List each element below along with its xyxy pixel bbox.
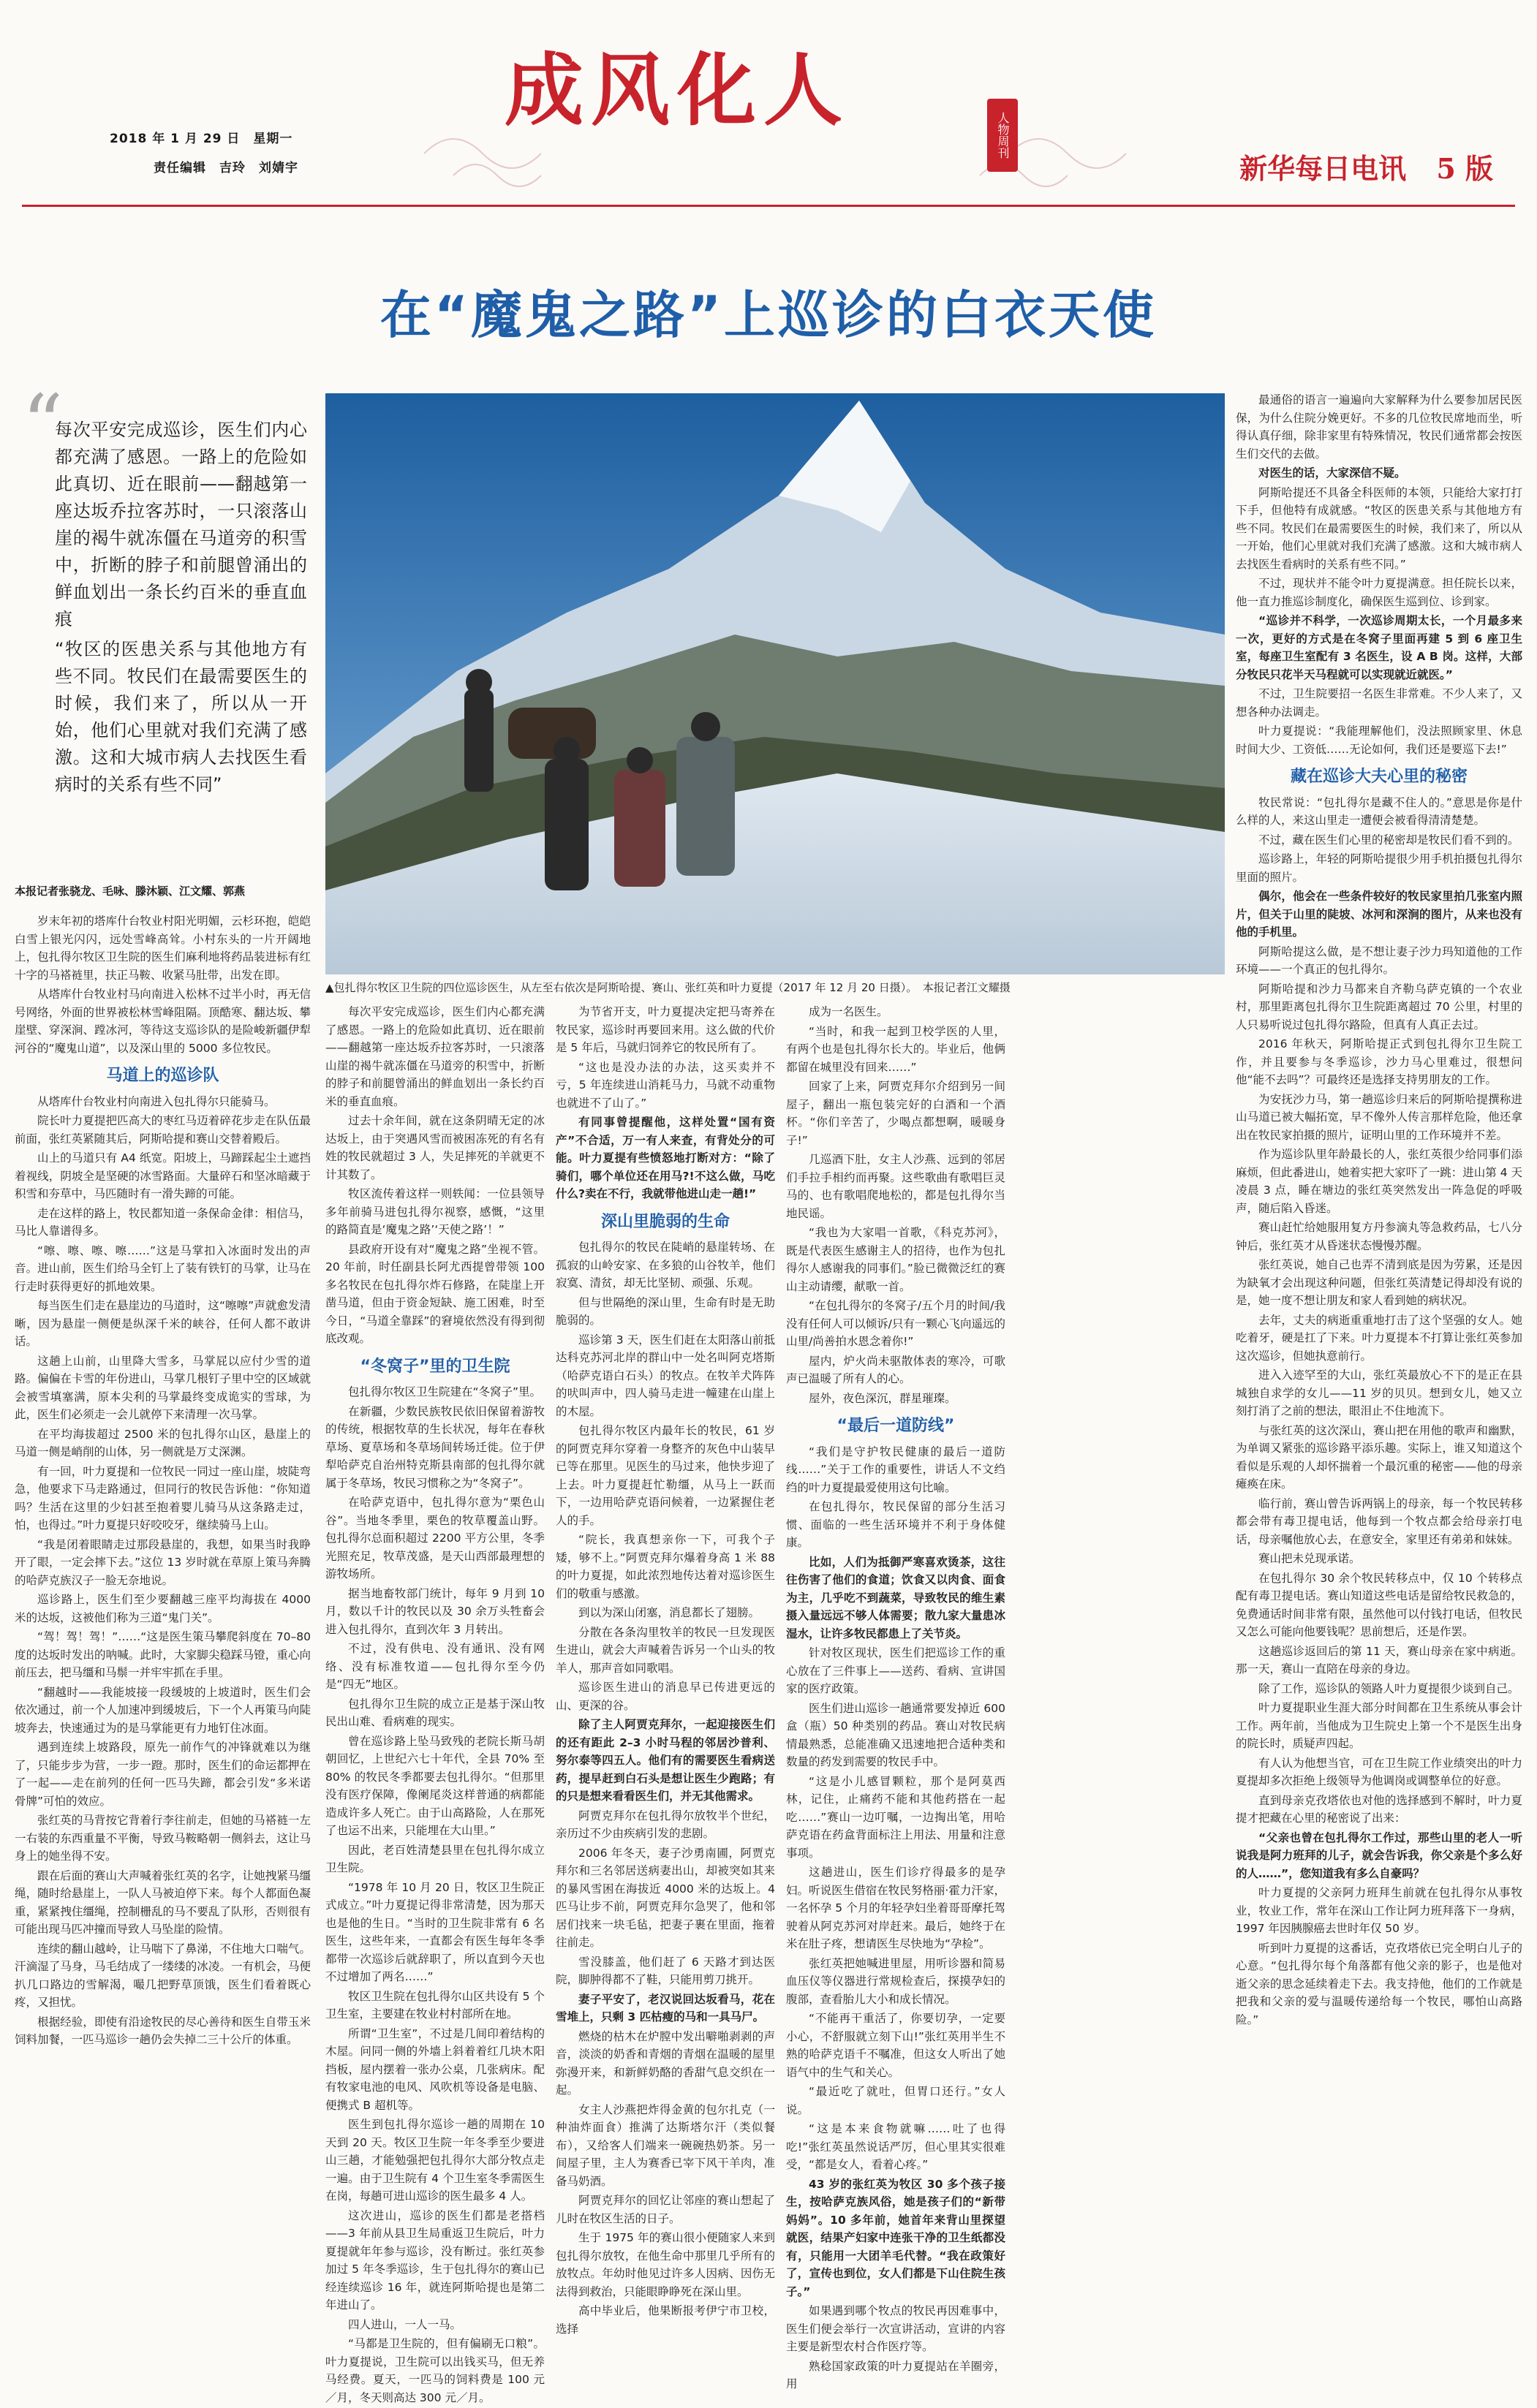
col4-p10: 在包扎得尔，牧民保留的部分生活习惯、面临的一些生活环境并不利于身体健康。 (786, 1500, 1005, 1549)
col3-p8: “院长，我真想亲你一下，可我个子矮，够不上。”阿贾克拜尔爆着身高 1 米 88 的叶力夏提，如此浓烈地传达着对巡诊医生们的敬重与感激。 (556, 1533, 775, 1600)
col4-p5: “我也为大家唱一首歌，《科克苏河》，既是代表医生感谢主人的招待，也作为包扎得尔人感谢我的同事们。”脸已微微泛红的赛山主动请缨，献歌一首。 (786, 1226, 1005, 1293)
col1-p15: “翻越时——我能坡接一段缓坡的上坡道时，医生们会依次通过，前一个人加速冲到缓坡后，下一个人再策马向陡坡奔去，快速通过为的是马掌能更有力地钉住冰面。 (15, 1685, 311, 1735)
col2-p4: 县政府开设有对“魔鬼之路”坐视不管。20 年前，时任副县长阿尤西提曾带领 100 多名牧民在包扎得尔炸石修路，在陡崖上开凿马道，但由于资金短缺、施工困难，时至今日，“马道全靠踩”的窘境依然没有得到彻底改观。 (325, 1242, 545, 1345)
col5-p17: 赛山赶忙给她服用复方丹参滴丸等急救药品，七八分钟后，张红英才从昏迷状态慢慢苏醒。 (1236, 1221, 1522, 1252)
col2-p19: “马都是卫生院的，但有偏刷无口粮”。叶力夏提说，卫生院可以出钱买马，但无养马经费。夏天，一匹马的饲料费是 100 元／月，冬天则高达 300 元／月。 (325, 2337, 545, 2404)
col2-p10: 包扎得尔卫生院的成立正是基于深山牧民出山难、看病难的现实。 (325, 1697, 545, 1728)
subhead-horse-trail: 马道上的巡诊队 (106, 1067, 219, 1085)
column-1 (15, 912, 311, 2051)
col5-p18: 张红英说，她自己也弄不清到底是因为劳累，还是因为缺氧才会出现这种问题，但张红英清楚记得却没有说的是，她一度不想让朋友和家人看到她的病状况。 (1236, 1258, 1522, 1307)
brand-name: 新华每日电讯 (1239, 152, 1407, 185)
col1-p19: 连续的翻山越岭，让马喘下了鼻涕，不住地大口喘气。汗滴湿了马身，马毛结成了一缕缕的冰凌。一有机会，马便扒几口路边的雪解渴，嘬几把野草顶饿，医生们看着既心疼，又担忧。 (15, 1942, 311, 2009)
col4-p4: 几巡酒下肚，女主人沙燕、远到的邻居们手拉手相约而再聚。这些歌曲有歌唱巨灵马的、也有歌唱爬地松的，都是包扎得尔当地民谣。 (786, 1153, 1005, 1220)
col5-p29: 直到母亲克孜塔依也对他的选择感到不解时，叶力夏提才把藏在心里的秘密说了出来： (1236, 1793, 1522, 1825)
pull-quote (55, 417, 307, 801)
col5-p20: 进入入迹罕至的大山，张红英最放心不下的是正在县城独自求学的女儿——11 岁的贝贝。想到女儿，她又立刻打消了之前的想法，眼泪止不住地流下。 (1236, 1368, 1522, 1417)
col5-p26: 除了工作，巡诊队的领路人叶力夏提很少谈到自己。 (1258, 1681, 1519, 1695)
col5-p32: 听到叶力夏提的这番话，克孜塔依已完全明白儿子的心意。“包扎得尔每个角落都有他父亲的影子，也是他对逝父亲的思念延续着走下去。我支持他，他们的工作就是把我和父亲的爱与温暖传递给每一个牧民，哪怕山高路险。” (1236, 1941, 1522, 2026)
col2-p5: 包扎得尔牧区卫生院建在“冬窝子”里。 (348, 1385, 542, 1398)
col5-p13: 阿斯哈提和沙力马都来自齐勒乌萨克镇的一个农业村，那里距离包扎得尔卫生院距离超过 70 公里，村里的人只易听说过包扎得尔路险，但真有人真正去过。 (1236, 982, 1522, 1031)
col1-p10: 在平均海拔超过 2500 米的包扎得尔山区，悬崖上的马道一侧是峭削的山体，另一侧就是万丈深渊。 (15, 1427, 311, 1458)
col3-p6: 巡诊第 3 天，医生们赶在太阳落山前抵达科克苏河北岸的群山中一处名叫阿克塔斯（哈萨克语白石头）的牧点。在牧羊犬阵阵的吠叫声中，四人骑马走进一幢建在山崖上的木屋。 (556, 1333, 775, 1418)
photo-doctors-mountain (325, 393, 1225, 974)
col5-p30: “父亲也曾在包扎得尔工作过，那些山里的老人一听说我是阿力班拜的儿子，就会告诉我，你父亲是个多么好的人……”，您知道我有多么自豪吗？ (1236, 1830, 1522, 1880)
col3-p9: 到以为深山闭塞，消息都长了翅膀。 (578, 1606, 760, 1619)
col2-p11: 曾在巡诊路上坠马致残的老院长斯马胡朝回忆，上世纪六七十年代，全县 70% 至 80% 的牧民冬季都要去包扎得尔。“但那里没有医疗保障，像阑尾炎这样普通的病都能造成许多人死亡。由于山高路险，人在那死了也运不出来，只能埋在大山里。” (325, 1734, 545, 1837)
col3-p5: 但与世隔绝的深山里，生命有时是无助脆弱的。 (556, 1295, 775, 1327)
col2-p15: 所谓“卫生室”，不过是几间印着结构的木屋。问同一侧的外墙上斜着着红几块木阳挡板，屋内摆着一张办公桌，几张病床。配有牧家电池的电风、风吹机等设备是电脑、便携式 B 超机等。 (325, 2026, 545, 2112)
quote-mark-icon: “ (22, 377, 64, 471)
editors: 责任编辑 吉玲 刘婧宇 (154, 161, 298, 175)
col4-p8: 屋外，夜色深沉，群星璀璨。 (809, 1391, 956, 1405)
col4-p2: “当时，和我一起到卫校学医的人里，有两个也是包扎得尔长大的。毕业后，他俩都留在城里没有回来……” (786, 1024, 1005, 1074)
issue-date: 2018 年 1 月 29 日 星期一 (110, 132, 293, 146)
col5-p10: 巡诊路上，年轻的阿斯哈提很少用手机拍摄包扎得尔里面的照片。 (1236, 852, 1522, 884)
col4-p15: 这趟进山，医生们诊疗得最多的是孕妇。听说医生借宿在牧民努格丽·霍力汗家，一名怀孕 5 个月的年轻孕妇坐着哥哥摩托驾驶着从阿克苏河对岸赶来。最后，她终于在米在肚子疼，想请医生尽快地为“孕检”。 (786, 1866, 1005, 1950)
col3-p3: 有同事曾提醒他，这样处置“国有资产”不合适，万一有人来查，有背处分的可能。叶力夏提有些愤怒地打断对方：“除了骑们，哪个单位还在用马?!不这么做，马吃什么?卖在不行，我就带他进山走一趟!” (556, 1116, 775, 1200)
col5-p16: 作为巡诊队里年龄最长的人，张红英很少给同事们添麻烦，但此番进山，她着实把大家吓了一跳：进山第 4 天凌晨 3 点，睡在塘边的张红英突然发出一阵急促的呼吸声，随后陷入昏迷。 (1236, 1148, 1522, 1215)
col5-p5: “巡诊并不科学，一次巡诊周期太长，一个月最多来一次，更好的方式是在冬窝子里面再建 5 到 6 座卫生室，每座卫生室配有 3 名医生，设 A B 岗。这样，大部分牧民只花半天马程就可以实现就近就医。” (1236, 614, 1522, 681)
col2-p14: 牧区卫生院在包扎得尔山区共设有 5 个卫生室，主要建在牧业村村部所在地。 (325, 1989, 545, 2021)
col5-p27: 叶力夏提职业生涯大部分时间都在卫生系统从事会计工作。两年前，当他成为卫生院史上第一个不是医生出身的院长时，质疑声四起。 (1236, 1701, 1522, 1750)
column-3 (556, 1003, 775, 2339)
col5-p1: 最通俗的语言一遍遍向大家解释为什么要参加居民医保，为什么住院分娩更好。不多的几位牧民席地而坐，听得认真仔细，除非家里有特殊情况，牧民们通常都会按医生们交代的去做。 (1236, 393, 1522, 461)
col1-p20: 根据经验，即使有沿途牧民的尽心善待和医生自带玉米饲料加餐，一匹马巡诊一趟仍会失掉二三十公斤的体重。 (15, 2015, 311, 2046)
column-2 (325, 1003, 545, 2408)
col5-p22: 临行前，赛山曾告诉两锅上的母亲，每一个牧民转移都会带有毒卫提电话，他每到一个牧点都会给母亲打电话，母亲嘱他放心去，在意安全，家里还有弟弟和妹妹。 (1236, 1496, 1522, 1546)
col5-p4: 不过，现状并不能令叶力夏提满意。担任院长以来，他一直力推巡诊制度化，确保医生巡到位、诊到家。 (1236, 577, 1522, 608)
col1-p16: 遇到连续上坡路段，原先一前作气的冲锋就难以为继了，只能步步为营，一步一蹬。那时，医生们的命运都押在了一起——走在前列的任何一匹马失蹄，都会引发“多米诺骨牌”可怕的效应。 (15, 1741, 311, 1808)
col1-p5: 山上的马道只有 A4 纸宽。阳坡上，马蹄踩起尘土遮挡着视线，阴坡全是坚硬的冰雪路面。大量碎石和坚冰暗藏于积雪和夯草中，马匹随时有一滑失蹄的可能。 (15, 1151, 311, 1200)
photo-caption: ▲包扎得尔牧区卫生院的四位巡诊医生，从左至右依次是阿斯哈提、赛山、张红英和叶力夏提（2017 年 12 月 20 日摄）。 本报记者江文耀摄 (325, 981, 1011, 994)
col4-p3: 回家了上来，阿贾克拜尔介绍到另一间屋子，翻出一瓶包装完好的白酒和一个酒杯。“你们辛苦了，少喝点都想啊，暖暖身子!” (786, 1080, 1005, 1147)
col2-p16: 医生到包扎得尔巡诊一趟的周期在 10 天到 20 天。牧区卫生院一年冬季至少要进山三趟，才能勉强把包扎得尔大部分牧点走一遍。由于卫生院有 4 个卫生室冬季需医生在岗，每趟可进山巡诊的医生最多 4 人。 (325, 2118, 545, 2203)
col2-p1: 每次平安完成巡诊，医生们内心都充满了感恩。一路上的危险如此真切、近在眼前——翻越第一座达坂乔拉客苏时，一只滚落山崖的褐牛就冻僵在马道旁的积雪中，折断的脖子和前腿曾涌出的鲜血划出一条长约百米的垂直血痕。 (325, 1005, 545, 1108)
col4-p16: 张红英把她喊进里屋，用听诊器和简易血压仪等仪器进行常规检查后，探摸孕妇的腹部，查看胎儿大小和成长情况。 (786, 1956, 1005, 2006)
col2-p3: 牧区流传着这样一则轶闻：一位县领导多年前骑马进包扎得尔视察，感慨，“这里的路简直是‘魔鬼之路’‘天使之路’！” (325, 1187, 545, 1236)
col4-p20: 43 岁的张红英为牧区 30 多个孩子接生，按哈萨克族风俗，她是孩子们的“新带妈妈”。10 多年前，她首年来背山里探望就医，结果产妇家中连张干净的卫生纸都没有，只能用一大团羊毛代替。“我在政策好了，宣传也到位，女人们都是下山住院生孩子。” (786, 2177, 1005, 2298)
column-name: 成风化人 (505, 45, 850, 137)
brand-line (1239, 146, 1493, 186)
col5-p8: 牧民常说：“包扎得尔是藏不住人的。”意思是你是什么样的人，来这山里走一遭便会被看得清清楚楚。 (1236, 795, 1522, 827)
col1-p7: “嚓、嚓、嚓、嚓……”这是马掌扣入冰面时发出的声音。进山前，医生们给马全钉上了装有铁钉的马掌，让马在行走时获得更好的抓地效果。 (15, 1243, 311, 1293)
col5-p25: 这趟巡诊返回后的第 11 天，赛山母亲在家中病逝。那一天，赛山一直陪在母亲的身边。 (1236, 1644, 1522, 1676)
col2-p9: 不过，没有供电、没有通讯、没有网络、没有标准牧道——包扎得尔至今仍是“四无”地区。 (325, 1642, 545, 1691)
subhead-winter-clinic: “冬窝子”里的卫生院 (360, 1357, 510, 1376)
col3-p12: 除了主人阿贾克拜尔，一起迎接医生们的还有距此 2–3 小时马程的邻居沙普利、努尔泰等四五人。他们有的需要医生看病送药，提早赶到白石头是想让医生少跑路；有的只是想来看看医生们，并无其他需求。 (556, 1718, 775, 1803)
col3-p17: 燃烧的枯木在炉膛中发出噼啪剥剥的声音，淡淡的奶香和青烟的青烟在温暖的屋里弥漫开来，和新鲜奶酪的香甜气息交织在一起。 (556, 2029, 775, 2097)
col5-p2: 对医生的话，大家深信不疑。 (1258, 466, 1406, 480)
col5-p3: 阿斯哈提还不具备全科医师的本领，只能给大家打打下手，但他特有成就感。“牧区的医患关系与其他地方有些不同。牧民们在最需要医生的时候，我们来了，所以从一开始，他们心里就对我们充满了感激。这和大城市病人去找医生看病时的关系有些不同。” (1236, 485, 1522, 571)
col2-p7: 在哈萨克语中，包扎得尔意为“栗色山谷”。当地冬季里，栗色的牧草覆盖山野。包扎得尔总面积超过 2200 平方公里，冬季光照充足，牧草茂盛，是天山西部最理想的游牧场所。 (325, 1496, 545, 1580)
col4-p11: 比如，人们为抵御严寒喜欢烫茶，这往往伤害了他们的食道；饮食又以肉食、面食为主，几乎吃不到蔬菜，导致牧民的维生素摄入量远远不够人体需要；散九家大量患冰湿水，让许多牧民都患上了关节炎。 (786, 1555, 1005, 1640)
col4-p17: “不能再干重活了，你要切孕，一定要小心，不舒服就立刻下山!”张红英用半生不熟的哈萨克语千不嘱准，但这女人听出了她语气中的生气和关心。 (786, 2012, 1005, 2079)
col3-p18: 女主人沙燕把炸得金黄的包尔扎克（一种油炸面食）推满了达斯塔尔汗（类似餐布），又给客人们端来一碗碗热奶茶。另一间屋子里，主人为赛香已宰下风干羊肉，准备马奶酒。 (556, 2102, 775, 2188)
col5-p9: 不过，藏在医生们心里的秘密却是牧民们看不到的。 (1258, 833, 1519, 847)
col4-p21: 如果遇到哪个牧点的牧民再因难事中，医生们便会举行一次宣讲活动，宣讲的内容主要是新型农村合作医疗等。 (786, 2304, 1005, 2353)
col3-p21: 高中毕业后，他果断报考伊宁市卫校，选择 (556, 2304, 775, 2336)
col3-p20: 生于 1975 年的赛山很小便随家人来到包扎得尔放牧，在他生命中那里几乎所有的放牧点。年幼时他见过许多人因病、因伤无法得到救治，只能眼睁睁死在深山里。 (556, 2231, 775, 2298)
col4-p22: 熟稔国家政策的叶力夏提站在羊圈旁，用 (786, 2359, 1005, 2390)
subhead-hidden-secrets: 藏在巡诊大夫心里的秘密 (1290, 768, 1468, 786)
col3-p10: 分散在各条沟里牧羊的牧民一旦发现医生进山，就会大声喊着告诉另一个山头的牧羊人，那声音如同歌唱。 (556, 1625, 775, 1675)
col5-p12: 阿斯哈提这么做，是不想让妻子沙力玛知道他的工作环境——一个真正的包扎得尔。 (1236, 944, 1522, 976)
col3-p13: 阿贾克拜尔在包扎得尔放牧半个世纪，亲历过不少由疾病引发的悲剧。 (556, 1809, 775, 1840)
col1-p17: 张红英的马背按它背着行李往前走，但她的马褡裢一左一右装的东西重量不平衡，导致马鞍略朝一侧斜去，这让马身上的她坐得不安。 (15, 1814, 311, 1863)
col3-p11: 巡诊医生进山的消息早已传进更远的山、更深的谷。 (556, 1681, 775, 1712)
col3-p7: 包扎得尔牧区内最年长的牧民，61 岁的阿贾克拜尔穿着一身整齐的灰色中山装早已等在那里。见医生的马过来，他快步迎了上去。叶力夏提赶忙勒缰，从马上一跃而下，一边用哈萨克语问候着，一边紧握住老人的手。 (556, 1424, 775, 1527)
col3-p1: 为节省开支，叶力夏提决定把马寄养在牧民家，巡诊时再要回来用。这么做的代价是 5 年后，马就归饲养它的牧民所有了。 (556, 1005, 775, 1054)
pull-quote-p2: “牧区的医患关系与其他地方有些不同。牧民们在最需要医生的时候，我们来了，所以从一开始，他们心里就对我们充满了感激。这和大城市病人去找医生看病时的关系有些不同” (55, 639, 307, 795)
headline: 在“魔鬼之路”上巡诊的白衣天使 (379, 285, 1157, 345)
col3-p15: 雪没膝盖，他们赶了 6 天路才到达医院，脚肿得都不了鞋，只能用剪刀挑开。 (556, 1955, 775, 1986)
col1-p1: 岁末年初的塔库什台牧业村阳光明媚，云杉环抱，皑皑白雪上银光闪闪，远处雪峰高耸。小村东头的一片开阔地上，包扎得尔牧区卫生院的医生们麻利地将药品装进标有红十字的马褡裢里，扶正马鞍、收紧马肚带，出发在即。 (15, 915, 311, 982)
col5-p19: 去年，丈夫的病逝重重地打击了这个坚强的女人。她吃着牙，硬是扛了下来。叶力夏提本不打算让张红英参加这次巡诊，但她执意前行。 (1236, 1313, 1522, 1363)
col5-p6: 不过，卫生院要招一名医生非常难。不少人来了，又想各种办法调走。 (1236, 687, 1522, 719)
col3-p14: 2006 年冬天，妻子沙勇南圃，阿贾克拜尔和三名邻居送病妻出山，却被突如其来的暴风雪困在海拔近 4000 米的达坂上。4 匹马让步不前，阿贾克拜尔急哭了，他和邻居们找来一块毛毡，把妻子裹在里面，拖着往前走。 (556, 1846, 775, 1949)
col4-p14: “这是小儿感冒颗粒，那个是阿莫西林，记住，止痛药不能和其他药搭在一起吃……”赛山一边叮嘱，一边掏出笔，用哈萨克语在药盒背面标注上用法、用量和注意事项。 (786, 1774, 1005, 1860)
col1-p9: 这趟上山前，山里降大雪多，马掌屁以应付少雪的道路。偏偏在卡雪的年份进山，马掌几根钉子里中空的区域就会被雪填塞满，原本尖利的马掌最终变成诡实的雪球，为此，医生们必须走一会儿就停下来清理一次马掌。 (15, 1354, 311, 1421)
col1-p6: 走在这样的路上，牧民都知道一条保命金律：相信马，马比人靠谱得多。 (15, 1206, 311, 1238)
subhead-fragile-life: 深山里脆弱的生命 (600, 1212, 730, 1231)
col5-p24: 在包扎得尔 30 余个牧民转移点中，仅 10 个转移点配有毒卫提电话。赛山知道这些电话是留给牧民救急的，免费通话时间非常有限，虽然他可以付钱打电话，但牧民又怎么可能向他要钱呢？思前想后，还是作罢。 (1236, 1571, 1522, 1638)
col2-p8: 据当地畜牧部门统计，每年 9 月到 10 月，数以千计的牧民以及 30 余万头牲畜会进入包扎得尔，直到次年 3 月转出。 (325, 1586, 545, 1636)
col2-p12: 因此，老百姓清楚县里在包扎得尔成立卫生院。 (325, 1843, 545, 1874)
page-number: 5 版 (1436, 152, 1493, 185)
pull-quote-p1: 每次平安完成巡诊，医生们内心都充满了感恩。一路上的危险如此真切、近在眼前——翻越第一座达坂乔拉客苏时，一只滚落山崖的褐牛就冻僵在马道旁的积雪中，折断的脖子和前腿曾涌出的鲜血划出一条长约百米的垂直血痕 (55, 420, 307, 629)
top-rule (22, 205, 1515, 207)
col3-p16: 妻子平安了，老汉说回达坂看马，花在雪堆上，只剩 3 匹枯瘦的马和一具马尸。 (556, 1992, 775, 2023)
col5-p23: 赛山把未兑现承诺。 (1258, 1552, 1361, 1565)
col1-p4: 院长叶力夏提把匹高大的枣红马迈着碎花步走在队伍最前面，张红英紧随其后，阿斯哈提和赛山交替着殿后。 (15, 1114, 311, 1146)
col1-p3: 从塔库什台牧业村向南进入包扎得尔只能骑马。 (37, 1094, 276, 1108)
col2-p17: 这次进山，巡诊的医生们都是老搭档——3 年前从县卫生局重返卫生院后，叶力夏提就年年参与巡诊，没有断过。张红英参加过 5 年冬季巡诊，生于包扎得尔的赛山已经连续巡诊 16 年，就连阿斯哈提也是第二年进山了。 (325, 2208, 545, 2312)
col1-p2: 从塔库什台牧业村马向南进入松林不过半小时，再无信号网络，外面的世界被松林雪峰阻隔。顶酷寒、翻达坂、攀崖壁、穿深涧、蹚冰河，等待这支巡诊队的是险峻新疆伊犁河谷的“魔鬼山道”，以及深山里的 5000 多位牧民。 (15, 988, 311, 1055)
col2-p13: “1978 年 10 月 20 日，牧区卫生院正式成立。”叶力夏提记得非常清楚，因为那天也是他的生日。“当时的卫生院非常有 6 名医生，这些年来，一直都会有医生每年冬季都带一次巡诊后就辞职了，所以直到今天也不过增加了两名……” (325, 1880, 545, 1983)
col3-p4: 包扎得尔的牧民在陡峭的悬崖转场、在孤寂的山岭安家、在多狼的山谷牧羊，他们寂寞、清贫，却无比坚韧、顽强、乐观。 (556, 1241, 775, 1290)
col5-p28: 有人认为他想当官，可在卫生院工作业绩突出的叶力夏提却多次拒绝上级领导为他调岗或调整单位的好意。 (1236, 1756, 1522, 1787)
column-seal: 人物周刊 (987, 99, 1018, 172)
col1-p12: “我是闭着眼睛走过那段悬崖的，我想，如果当时我睁开了眼，一定会摔下去。”这位 13 岁时就在草原上策马奔腾的哈萨克族汉子一脸无奈地说。 (15, 1537, 311, 1587)
col1-p11: 有一回，叶力夏提和一位牧民一同过一座山崖，坡陡弯急，他要求下马走路通过，但同行的牧民告诉他：“你知道吗？生活在这里的少妇甚至抱着婴儿骑马从这条路走过，怕，也得过。”叶力夏提只好咬咬牙，继续骑马上山。 (15, 1464, 311, 1531)
col2-p6: 在新疆，少数民族牧民依旧保留着游牧的传统，根据牧草的生长状况，每年在春秋草场、夏草场和冬草场间转场迁徙。位于伊犁哈萨克自治州特克斯县南部的包扎得尔就属于冬草场，牧民习惯称之为“冬窝子”。 (325, 1404, 545, 1490)
col2-p2: 过去十余年间，就在这条阴晴无定的冰达坂上，由于突遇风雪而被困冻死的有名有姓的牧民就超过 3 人，失足摔死的羊就更不计其数了。 (325, 1114, 545, 1181)
column-5 (1236, 391, 1522, 2030)
col1-p18: 跟在后面的赛山大声喊着张红英的名字，让她拽紧马缰绳，随时给悬崖上，一队人马被迫停下来。每个人都面色凝重，紧紧拽住缰绳，控制栅乱的马不要乱了队形，否则很有可能出现马匹冲撞而导致人马坠崖的险情。 (15, 1869, 311, 1936)
col4-p13: 医生们进山巡诊一趟通常要发掉近 600 盒（瓶）50 种类别的药品。赛山对牧民病情最熟悉，总能准确又迅速地把合适种类和数量的药发到需要的牧民手中。 (786, 1701, 1005, 1768)
col5-p11: 偶尔，他会在一些条件较好的牧民家里拍几张室内照片，但关于山里的陡坡、冰河和深涧的图片，从来也没有他的手机里。 (1236, 890, 1522, 939)
mountain-scene-illustration (325, 393, 1225, 974)
col2-p18: 四人进山，一人一马。 (348, 2317, 462, 2331)
col4-p7: 屋内，炉火尚未驱散体表的寒冷，可歌声已温暖了所有人的心。 (786, 1354, 1005, 1385)
col5-p14: 2016 年秋天，阿斯哈提正式到包扎得尔卫生院工作，并且要参与冬季巡诊，沙力马心里难过，很想问他“能不去吗”？可最终还是选择支持男朋友的工作。 (1236, 1037, 1522, 1086)
col5-p31: 叶力夏提的父亲阿力班拜生前就在包扎得尔从事牧业，牧业工作，常年在深山工作让阿力班拜落下一身病，1997 年因胰腺癌去世时年仅 50 岁。 (1236, 1886, 1522, 1935)
col3-p19: 阿贾克拜尔的回忆让邻座的赛山想起了儿时在牧区生活的日子。 (556, 2194, 775, 2225)
col5-p7: 叶力夏提说：“我能理解他们，没法照顾家里、休息时间大少、工资低……无论如何，我们还是要巡下去!” (1236, 724, 1522, 756)
col4-p1: 成为一名医生。 (809, 1005, 888, 1018)
col4-p9: “我们是守护牧民健康的最后一道防线……”关于工作的重要性，讲话人不文绉绉的叶力夏提最爱使用这句比喻。 (786, 1445, 1005, 1494)
col5-p15: 为安抚沙力马，第一趟巡诊归来后的阿斯哈提撰称进山马道已被大幅拓宽，早不像外人传言那样危险，他还拿出在牧民家拍摄的照片，证明山里的工作环境并不差。 (1236, 1092, 1522, 1142)
col4-p19: “这是本来食物就嘛……吐了也得吃!”张红英虽然说话严厉，但心里其实很难受，“都是女人，看着心疼。” (786, 2122, 1005, 2171)
byline: 本报记者张骁龙、毛咏、滕沐颖、江文耀、郭燕 (15, 885, 246, 898)
column-4 (786, 1003, 1005, 2395)
col4-p6: “在包扎得尔的冬窝子/五个月的时间/我没有任何人可以倾诉/只有一颗心飞向遥远的山里/尚善拍水恩念着你!” (786, 1299, 1005, 1348)
col4-p18: “最近吃了就吐，但胃口还行。”女人说。 (786, 2085, 1005, 2116)
col1-p14: “驾！驾！驾！”……“这是医生策马攀爬斜度在 70–80 度的达坂时发出的呐喊。此时，大家脚尖稳踩马镫，重心向前压去，把马缰和马鬃一并牢牢抓在手里。 (15, 1630, 311, 1679)
col1-p8: 每当医生们走在悬崖边的马道时，这“嚓嚓”声就愈发清晰，因为悬崖一侧便是纵深千米的峡谷，任何人都不敢讲话。 (15, 1299, 311, 1348)
col5-p21: 与张红英的这次深山，赛山把在用他的歌声和幽默，为单调又紧张的巡诊路平添乐趣。实际上，谁又知道这个看似是乐观的人却怀揣着一个最沉重的秘密——他的母亲瘫痪在床。 (1236, 1423, 1522, 1491)
col4-p12: 针对牧区现状，医生们把巡诊工作的重心放在了三件事上——送药、看病、宣讲国家的医疗政策。 (786, 1646, 1005, 1695)
subhead-last-defense: “最后一道防线” (837, 1417, 955, 1435)
col1-p13: 巡诊路上，医生们至少要翻越三座平均海拔在 4000 米的达坂，这被他们称为三道“鬼门关”。 (15, 1593, 311, 1624)
col3-p2: “这也是没办法的办法，这买卖并不亏，5 年连续进山消耗马力，马就不动重物也就进不了山了。” (556, 1060, 775, 1110)
